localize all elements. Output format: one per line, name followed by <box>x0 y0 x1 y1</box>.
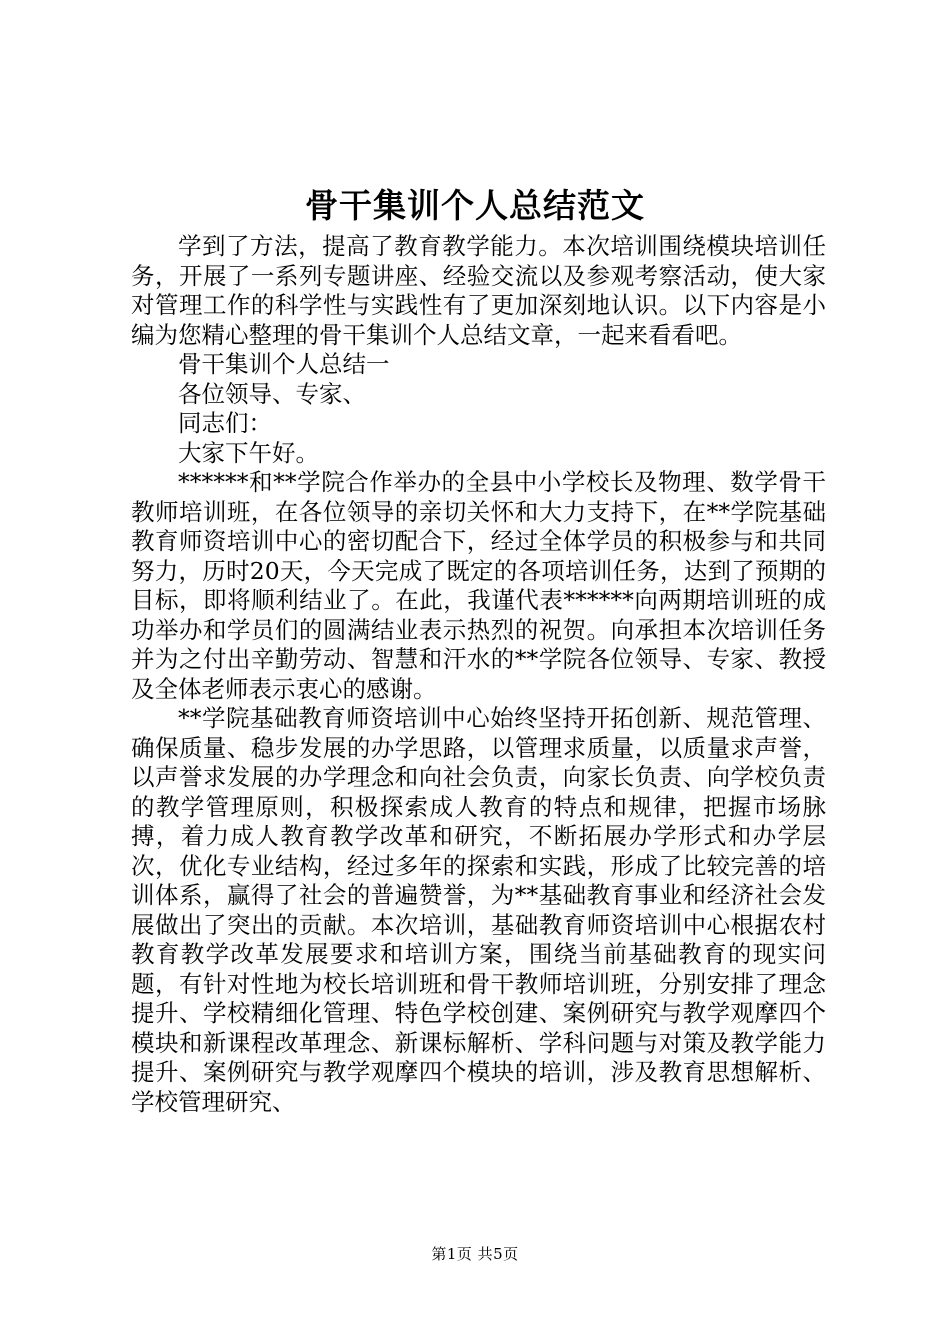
intro-paragraph: 学到了方法，提高了教育教学能力。本次培训围绕模块培训任务，开展了一系列专题讲座、经验交流以及参观考察活动，使大家对管理工作的科学性与实践性有了更加深刻地认识。以下内容是小编为您精心整理的骨干集训个人总结文章，一起来看看吧。 <box>131 232 826 349</box>
body-paragraph: ******和**学院合作举办的全县中小学校长及物理、数学骨干教师培训班，在各位领导的亲切关怀和大力支持下，在**学院基础教育师资培训中心的密切配合下，经过全体学员的积极参与和共同努力，历时20天，今天完成了既定的各项培训任务，达到了预期的目标，即将顺利结业了。在此，我谨代表******向两期培训班的成功举办和学员们的圆满结业表示热烈的祝贺。向承担本次培训任务并为之付出辛勤劳动、智慧和汗水的**学院各位领导、专家、教授及全体老师表示衷心的感谢。 <box>131 468 826 703</box>
document-body <box>131 232 826 1117</box>
salutation-line: 同志们： <box>178 409 272 437</box>
salutation-line: 各位领导、专家、 <box>178 379 366 408</box>
section-heading: 骨干集训个人总结一 <box>178 350 390 378</box>
greeting-line: 大家下午好。 <box>178 438 319 467</box>
page-footer: 第1页 共5页 <box>431 1245 519 1263</box>
document-title: 骨干集训个人总结范文 <box>305 186 645 225</box>
body-paragraph: **学院基础教育师资培训中心始终坚持开拓创新、规范管理、确保质量、稳步发展的办学思路，以管理求质量，以质量求声誉，以声誉求发展的办学理念和向社会负责，向家长负责、向学校负责的教学管理原则，积极探索成人教育的特点和规律，把握市场脉搏，着力成人教育教学改革和研究，不断拓展办学形式和办学层次，优化专业结构，经过多年的探索和实践，形成了比较完善的培训体系，赢得了社会的普遍赞誉，为**基础教育事业和经济社会发展做出了突出的贡献。本次培训，基础教育师资培训中心根据农村教育教学改革发展要求和培训方案，围绕当前基础教育的现实问题，有针对性地为校长培训班和骨干教师培训班，分别安排了理念提升、学校精细化管理、特色学校创建、案例研究与教学观摩四个模块和新课程改革理念、新课标解析、学科问题与对策及教学能力提升、案例研究与教学观摩四个模块的培训，涉及教育思想解析、学校管理研究、 <box>131 704 826 1116</box>
